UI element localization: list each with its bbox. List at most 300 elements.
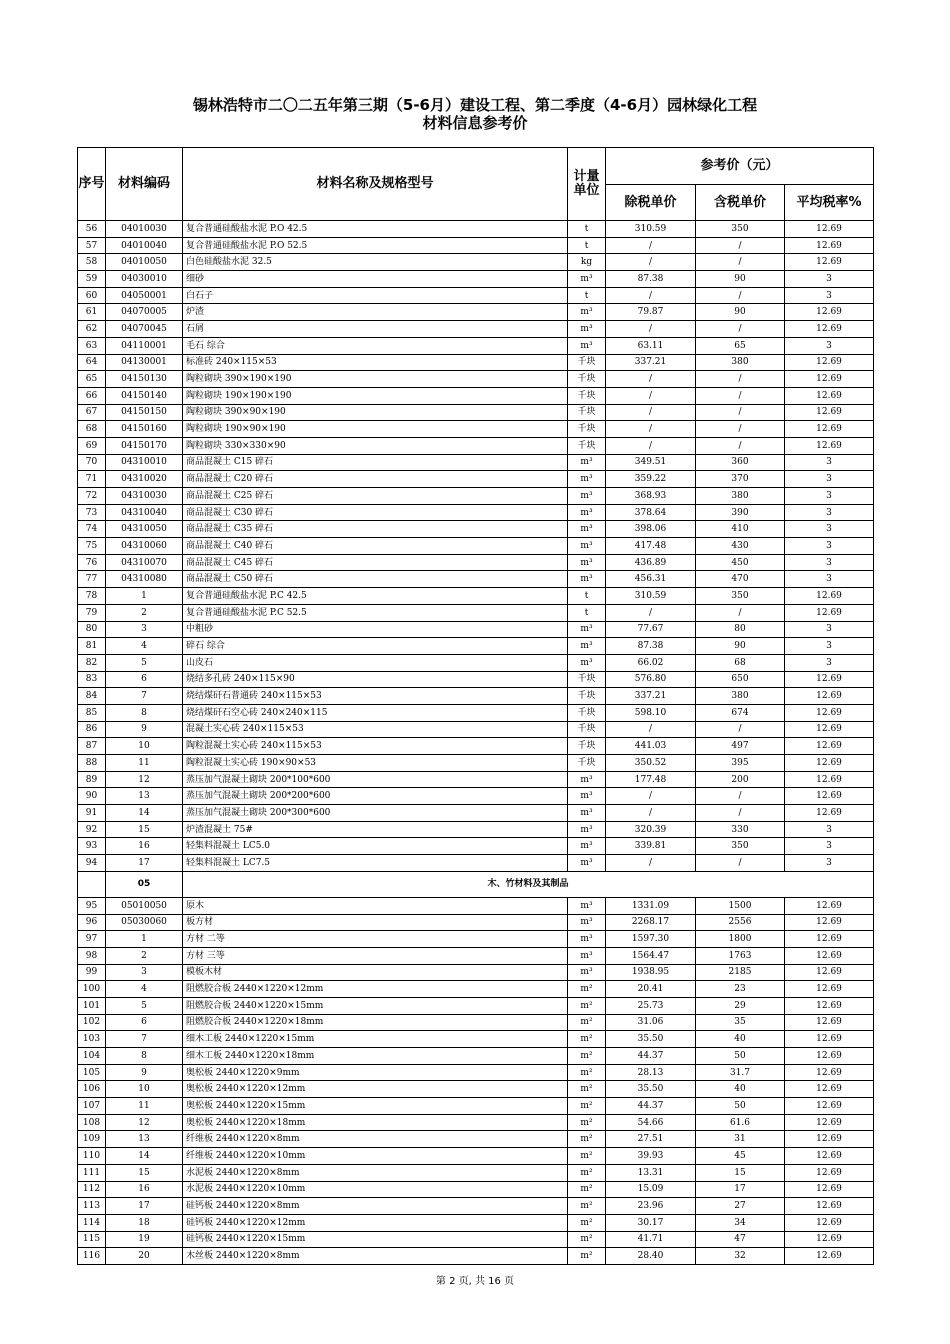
cell-tax_rate: 12.69: [785, 1164, 874, 1181]
table-row: [78, 838, 874, 855]
cell-inc_tax: 430: [696, 538, 785, 555]
cell-name: 商品混凝土 C15 碎石: [183, 454, 568, 471]
table-row: [78, 488, 874, 505]
table-row: [78, 287, 874, 304]
section-title: 木、竹材料及其制品: [183, 871, 874, 897]
cell-unit: 千块: [568, 755, 606, 772]
table-row: [78, 1031, 874, 1048]
cell-inc_tax: /: [696, 404, 785, 421]
table-row: [78, 504, 874, 521]
table-row: [78, 997, 874, 1014]
cell-tax_rate: 3: [785, 571, 874, 588]
cell-inc_tax: 68: [696, 654, 785, 671]
cell-tax_rate: 12.69: [785, 914, 874, 931]
cell-ex_tax: 339.81: [606, 838, 696, 855]
cell-tax_rate: 12.69: [785, 738, 874, 755]
cell-unit: m³: [568, 964, 606, 981]
table-row: [78, 454, 874, 471]
cell-unit: 千块: [568, 354, 606, 371]
cell-seq: 83: [78, 671, 106, 688]
cell-ex_tax: 87.38: [606, 271, 696, 288]
cell-code: 11: [106, 755, 183, 772]
cell-name: 硅钙板 2440×1220×12mm: [183, 1214, 568, 1231]
cell-seq: 91: [78, 805, 106, 822]
cell-unit: m³: [568, 488, 606, 505]
table-row: [78, 337, 874, 354]
table-row: [78, 1048, 874, 1065]
cell-code: 4: [106, 981, 183, 998]
cell-inc_tax: 61.6: [696, 1114, 785, 1131]
cell-unit: m³: [568, 788, 606, 805]
cell-tax_rate: 12.69: [785, 1081, 874, 1098]
cell-name: 商品混凝土 C50 碎石: [183, 571, 568, 588]
cell-tax_rate: 3: [785, 638, 874, 655]
cell-unit: t: [568, 287, 606, 304]
table-row: [78, 437, 874, 454]
cell-inc_tax: 395: [696, 755, 785, 772]
cell-tax_rate: 12.69: [785, 704, 874, 721]
cell-ex_tax: /: [606, 805, 696, 822]
cell-unit: m³: [568, 947, 606, 964]
cell-ex_tax: 79.87: [606, 304, 696, 321]
cell-code: 6: [106, 1014, 183, 1031]
cell-code: 10: [106, 1081, 183, 1098]
cell-inc_tax: 90: [696, 271, 785, 288]
cell-tax_rate: 12.69: [785, 997, 874, 1014]
page-footer: 第 2 页, 共 16 页: [435, 1276, 515, 1287]
cell-name: 陶粒砌块 190×90×190: [183, 421, 568, 438]
cell-code: 12: [106, 771, 183, 788]
cell-code: 19: [106, 1231, 183, 1248]
table-row: [78, 738, 874, 755]
cell-name: 细木工板 2440×1220×18mm: [183, 1048, 568, 1065]
cell-seq: 65: [78, 371, 106, 388]
cell-inc_tax: 330: [696, 821, 785, 838]
cell-name: 炉渣混凝土 75#: [183, 821, 568, 838]
cell-tax_rate: 12.69: [785, 1148, 874, 1165]
cell-name: 水泥板 2440×1220×10mm: [183, 1181, 568, 1198]
cell-unit: m³: [568, 504, 606, 521]
cell-seq: 109: [78, 1131, 106, 1148]
cell-tax_rate: 12.69: [785, 371, 874, 388]
cell-tax_rate: 12.69: [785, 788, 874, 805]
cell-name: 奥松板 2440×1220×18mm: [183, 1114, 568, 1131]
cell-code: 04010050: [106, 254, 183, 271]
cell-tax_rate: 12.69: [785, 805, 874, 822]
table-row: [78, 671, 874, 688]
cell-name: 蒸压加气混凝土砌块 200*300*600: [183, 805, 568, 822]
cell-tax_rate: 3: [785, 538, 874, 555]
table-row: [78, 1248, 874, 1265]
cell-seq: 97: [78, 931, 106, 948]
cell-name: 方材 三等: [183, 947, 568, 964]
cell-name: 烧结多孔砖 240×115×90: [183, 671, 568, 688]
cell-code: 04150130: [106, 371, 183, 388]
table-row: [78, 1231, 874, 1248]
cell-tax_rate: 12.69: [785, 931, 874, 948]
cell-inc_tax: 200: [696, 771, 785, 788]
cell-code: 04310040: [106, 504, 183, 521]
cell-code: 15: [106, 821, 183, 838]
cell-unit: t: [568, 237, 606, 254]
cell-inc_tax: 29: [696, 997, 785, 1014]
cell-ex_tax: 1938.95: [606, 964, 696, 981]
cell-ex_tax: /: [606, 421, 696, 438]
table-row: [78, 1098, 874, 1115]
cell-ex_tax: 2268.17: [606, 914, 696, 931]
cell-tax_rate: 12.69: [785, 1114, 874, 1131]
cell-seq: 115: [78, 1231, 106, 1248]
cell-inc_tax: /: [696, 788, 785, 805]
cell-ex_tax: 359.22: [606, 471, 696, 488]
cell-unit: m³: [568, 897, 606, 914]
cell-seq: 72: [78, 488, 106, 505]
cell-name: 纤维板 2440×1220×8mm: [183, 1131, 568, 1148]
cell-name: 奥松板 2440×1220×9mm: [183, 1064, 568, 1081]
cell-code: 17: [106, 1198, 183, 1215]
cell-unit: m²: [568, 1114, 606, 1131]
cell-seq: 100: [78, 981, 106, 998]
cell-unit: 千块: [568, 671, 606, 688]
cell-ex_tax: 66.02: [606, 654, 696, 671]
cell-unit: m³: [568, 304, 606, 321]
cell-ex_tax: 63.11: [606, 337, 696, 354]
cell-name: 陶粒砌块 390×190×190: [183, 371, 568, 388]
cell-name: 商品混凝土 C30 碎石: [183, 504, 568, 521]
cell-inc_tax: 50: [696, 1098, 785, 1115]
table-row: [78, 821, 874, 838]
cell-unit: m²: [568, 1014, 606, 1031]
cell-inc_tax: /: [696, 254, 785, 271]
cell-unit: 千块: [568, 721, 606, 738]
header-ex-tax: 除税单价: [606, 185, 696, 221]
cell-inc_tax: /: [696, 387, 785, 404]
cell-ex_tax: 350.52: [606, 755, 696, 772]
cell-unit: m³: [568, 471, 606, 488]
cell-tax_rate: 3: [785, 521, 874, 538]
cell-tax_rate: 12.69: [785, 421, 874, 438]
cell-tax_rate: 12.69: [785, 771, 874, 788]
cell-inc_tax: 65: [696, 337, 785, 354]
cell-code: 4: [106, 638, 183, 655]
cell-inc_tax: 40: [696, 1031, 785, 1048]
table-row: [78, 1181, 874, 1198]
cell-name: 阻燃胶合板 2440×1220×12mm: [183, 981, 568, 998]
cell-inc_tax: 380: [696, 688, 785, 705]
cell-name: 木丝板 2440×1220×8mm: [183, 1248, 568, 1265]
cell-tax_rate: 3: [785, 821, 874, 838]
cell-inc_tax: /: [696, 371, 785, 388]
cell-name: 标准砖 240×115×53: [183, 354, 568, 371]
cell-ex_tax: 456.31: [606, 571, 696, 588]
cell-code: 2: [106, 947, 183, 964]
cell-seq: 106: [78, 1081, 106, 1098]
cell-unit: m³: [568, 931, 606, 948]
cell-name: 商品混凝土 C20 碎石: [183, 471, 568, 488]
table-row: [78, 947, 874, 964]
cell-ex_tax: 20.41: [606, 981, 696, 998]
cell-unit: m²: [568, 1198, 606, 1215]
cell-inc_tax: 370: [696, 471, 785, 488]
header-name: 材料名称及规格型号: [183, 148, 568, 221]
cell-name: 硅钙板 2440×1220×15mm: [183, 1231, 568, 1248]
cell-unit: m³: [568, 838, 606, 855]
cell-code: 04030010: [106, 271, 183, 288]
cell-inc_tax: 350: [696, 221, 785, 238]
cell-seq: 89: [78, 771, 106, 788]
cell-code: 04010030: [106, 221, 183, 238]
cell-name: 陶粒混凝土实心砖 190×90×53: [183, 755, 568, 772]
cell-name: 商品混凝土 C40 碎石: [183, 538, 568, 555]
cell-code: 1: [106, 588, 183, 605]
cell-code: 11: [106, 1098, 183, 1115]
cell-unit: 千块: [568, 704, 606, 721]
cell-seq: 92: [78, 821, 106, 838]
cell-unit: m³: [568, 321, 606, 338]
table-row: [78, 755, 874, 772]
cell-tax_rate: 12.69: [785, 254, 874, 271]
cell-code: 04310020: [106, 471, 183, 488]
table-row: [78, 1114, 874, 1131]
table-row: [78, 1081, 874, 1098]
cell-tax_rate: 12.69: [785, 387, 874, 404]
header-inc-tax: 含税单价: [696, 185, 785, 221]
cell-inc_tax: 2556: [696, 914, 785, 931]
cell-tax_rate: 12.69: [785, 755, 874, 772]
cell-inc_tax: 350: [696, 588, 785, 605]
cell-ex_tax: 310.59: [606, 221, 696, 238]
cell-ex_tax: 1564.47: [606, 947, 696, 964]
cell-ex_tax: 30.17: [606, 1214, 696, 1231]
cell-unit: m³: [568, 337, 606, 354]
cell-name: 混凝土实心砖 240×115×53: [183, 721, 568, 738]
cell-ex_tax: /: [606, 788, 696, 805]
cell-name: 板方材: [183, 914, 568, 931]
table-row: [78, 237, 874, 254]
cell-code: 13: [106, 1131, 183, 1148]
cell-ex_tax: 39.93: [606, 1148, 696, 1165]
cell-unit: m²: [568, 1031, 606, 1048]
cell-seq: 94: [78, 855, 106, 872]
cell-code: 04310080: [106, 571, 183, 588]
cell-seq: 87: [78, 738, 106, 755]
cell-seq: 68: [78, 421, 106, 438]
cell-inc_tax: 410: [696, 521, 785, 538]
table-row: [78, 855, 874, 872]
cell-tax_rate: 12.69: [785, 947, 874, 964]
cell-tax_rate: 12.69: [785, 1098, 874, 1115]
cell-name: 水泥板 2440×1220×8mm: [183, 1164, 568, 1181]
cell-ex_tax: 35.50: [606, 1081, 696, 1098]
cell-ex_tax: 28.13: [606, 1064, 696, 1081]
cell-inc_tax: 2185: [696, 964, 785, 981]
cell-inc_tax: 31.7: [696, 1064, 785, 1081]
cell-tax_rate: 3: [785, 621, 874, 638]
cell-unit: m²: [568, 1098, 606, 1115]
cell-unit: m³: [568, 805, 606, 822]
cell-code: 04070005: [106, 304, 183, 321]
cell-name: 复合普通硅酸盐水泥 P.C 42.5: [183, 588, 568, 605]
cell-name: 硅钙板 2440×1220×8mm: [183, 1198, 568, 1215]
cell-code: 9: [106, 1064, 183, 1081]
cell-code: 04130001: [106, 354, 183, 371]
cell-name: 模板木材: [183, 964, 568, 981]
cell-seq: 78: [78, 588, 106, 605]
cell-name: 商品混凝土 C25 碎石: [183, 488, 568, 505]
cell-name: 陶粒砌块 390×90×190: [183, 404, 568, 421]
cell-seq: 57: [78, 237, 106, 254]
cell-ex_tax: 337.21: [606, 354, 696, 371]
cell-seq: 86: [78, 721, 106, 738]
cell-inc_tax: 380: [696, 354, 785, 371]
table-row: [78, 897, 874, 914]
cell-seq: 101: [78, 997, 106, 1014]
cell-inc_tax: /: [696, 721, 785, 738]
cell-seq: 103: [78, 1031, 106, 1048]
header-ref-price: 参考价（元）: [606, 148, 874, 185]
cell-unit: kg: [568, 254, 606, 271]
cell-name: 复合普通硅酸盐水泥 P.O 42.5: [183, 221, 568, 238]
cell-seq: 80: [78, 621, 106, 638]
cell-unit: m²: [568, 1131, 606, 1148]
cell-inc_tax: 650: [696, 671, 785, 688]
table-row: [78, 554, 874, 571]
cell-unit: m²: [568, 1064, 606, 1081]
table-row: [78, 704, 874, 721]
cell-code: 04150170: [106, 437, 183, 454]
cell-name: 陶粒混凝土实心砖 240×115×53: [183, 738, 568, 755]
cell-inc_tax: 1800: [696, 931, 785, 948]
cell-code: 18: [106, 1214, 183, 1231]
cell-tax_rate: 3: [785, 855, 874, 872]
cell-unit: t: [568, 604, 606, 621]
cell-name: 复合普通硅酸盐水泥 P.C 52.5: [183, 604, 568, 621]
cell-name: 中粗砂: [183, 621, 568, 638]
cell-ex_tax: 417.48: [606, 538, 696, 555]
table-row: [78, 571, 874, 588]
cell-code: 16: [106, 838, 183, 855]
table-row: [78, 354, 874, 371]
cell-name: 原木: [183, 897, 568, 914]
cell-name: 细木工板 2440×1220×15mm: [183, 1031, 568, 1048]
cell-ex_tax: 41.71: [606, 1231, 696, 1248]
cell-seq: 70: [78, 454, 106, 471]
table-row: [78, 254, 874, 271]
cell-inc_tax: /: [696, 604, 785, 621]
cell-unit: t: [568, 588, 606, 605]
cell-name: 轻集料混凝土 LC5.0: [183, 838, 568, 855]
table-row: [78, 521, 874, 538]
table-row: [78, 805, 874, 822]
cell-unit: m³: [568, 771, 606, 788]
cell-tax_rate: 12.69: [785, 1048, 874, 1065]
cell-name: 毛石 综合: [183, 337, 568, 354]
cell-unit: m³: [568, 521, 606, 538]
cell-tax_rate: 12.69: [785, 671, 874, 688]
cell-seq: 60: [78, 287, 106, 304]
cell-ex_tax: /: [606, 287, 696, 304]
cell-code: 04150160: [106, 421, 183, 438]
cell-unit: m²: [568, 1164, 606, 1181]
cell-seq: 81: [78, 638, 106, 655]
cell-inc_tax: 23: [696, 981, 785, 998]
cell-ex_tax: 349.51: [606, 454, 696, 471]
cell-seq: 107: [78, 1098, 106, 1115]
cell-code: 2: [106, 604, 183, 621]
cell-ex_tax: 320.39: [606, 821, 696, 838]
table-row: [78, 604, 874, 621]
cell-tax_rate: 12.69: [785, 1031, 874, 1048]
cell-tax_rate: 12.69: [785, 1064, 874, 1081]
cell-inc_tax: /: [696, 805, 785, 822]
cell-tax_rate: 12.69: [785, 1248, 874, 1265]
cell-unit: 千块: [568, 421, 606, 438]
cell-ex_tax: /: [606, 855, 696, 872]
cell-code: 8: [106, 1048, 183, 1065]
cell-inc_tax: 90: [696, 304, 785, 321]
cell-tax_rate: 3: [785, 838, 874, 855]
cell-name: 烧结煤矸石普通砖 240×115×53: [183, 688, 568, 705]
cell-tax_rate: 3: [785, 654, 874, 671]
table-row: [78, 221, 874, 238]
cell-tax_rate: 12.69: [785, 1231, 874, 1248]
cell-inc_tax: 380: [696, 488, 785, 505]
table-row: [78, 914, 874, 931]
cell-unit: m³: [568, 554, 606, 571]
cell-ex_tax: /: [606, 321, 696, 338]
cell-unit: m³: [568, 271, 606, 288]
cell-seq: 90: [78, 788, 106, 805]
cell-unit: m³: [568, 571, 606, 588]
cell-ex_tax: 35.50: [606, 1031, 696, 1048]
cell-ex_tax: 44.37: [606, 1098, 696, 1115]
cell-name: 蒸压加气混凝土砌块 200*100*600: [183, 771, 568, 788]
header-seq: 序号: [78, 148, 106, 221]
cell-code: 04310030: [106, 488, 183, 505]
cell-inc_tax: 31: [696, 1131, 785, 1148]
cell-name: 陶粒砌块 330×330×90: [183, 437, 568, 454]
section-code: 05: [106, 871, 183, 897]
cell-seq: 102: [78, 1014, 106, 1031]
cell-code: 04310050: [106, 521, 183, 538]
cell-inc_tax: 360: [696, 454, 785, 471]
cell-unit: m³: [568, 654, 606, 671]
cell-name: 炉渣: [183, 304, 568, 321]
cell-tax_rate: 3: [785, 271, 874, 288]
cell-tax_rate: 3: [785, 454, 874, 471]
cell-tax_rate: 12.69: [785, 1214, 874, 1231]
price-table: [77, 147, 874, 1265]
cell-name: 纤维板 2440×1220×10mm: [183, 1148, 568, 1165]
cell-inc_tax: /: [696, 321, 785, 338]
cell-seq: 111: [78, 1164, 106, 1181]
table-row: [78, 371, 874, 388]
cell-ex_tax: /: [606, 604, 696, 621]
cell-ex_tax: 436.89: [606, 554, 696, 571]
cell-inc_tax: /: [696, 437, 785, 454]
cell-seq: 71: [78, 471, 106, 488]
table-row: [78, 721, 874, 738]
cell-name: 阻燃胶合板 2440×1220×15mm: [183, 997, 568, 1014]
cell-tax_rate: 12.69: [785, 964, 874, 981]
cell-ex_tax: 54.66: [606, 1114, 696, 1131]
cell-tax_rate: 12.69: [785, 897, 874, 914]
cell-name: 复合普通硅酸盐水泥 P.O 52.5: [183, 237, 568, 254]
cell-name: 山皮石: [183, 654, 568, 671]
cell-ex_tax: 310.59: [606, 588, 696, 605]
cell-inc_tax: 15: [696, 1164, 785, 1181]
cell-inc_tax: /: [696, 421, 785, 438]
